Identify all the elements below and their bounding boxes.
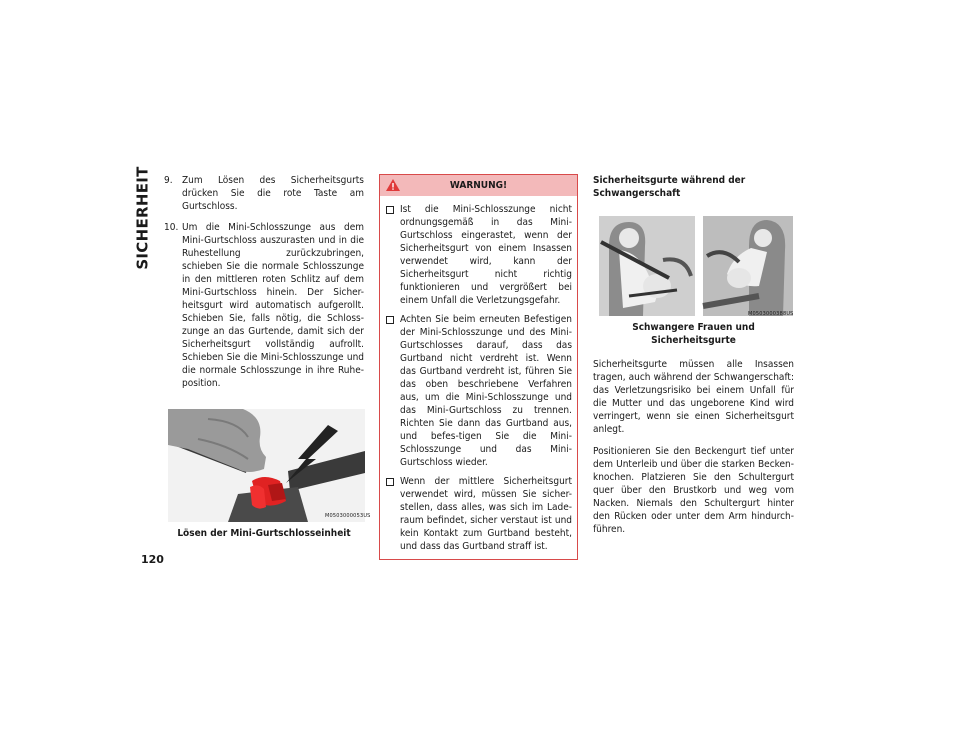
warning-item bbox=[385, 203, 572, 307]
warning-item bbox=[385, 313, 572, 469]
warning-item-text: Wenn der mittlere Sicherheitsgurt verwendet wird, müssen Sie sicher-stellen, dass alles, was sich im Lade-raum befindet, sicher verstaut ist und kein Kontakt zum Gurtband besteht, und dass das Gurtband straff ist. bbox=[400, 476, 572, 552]
figure-code: M0503000388US bbox=[748, 311, 794, 317]
checkbox-bullet-icon bbox=[386, 206, 394, 214]
column-pregnancy bbox=[593, 174, 794, 536]
step-text: Zum Lösen des Sicherheitsgurts drücken Sie die rote Taste am Gurtschloss. bbox=[182, 175, 364, 212]
body-paragraph: Positionieren Sie den Beckengurt tief unter dem Unterleib und über die starken Becken-knochen. Platzieren Sie den Schultergurt quer über den Brustkorb und weg vom Nacken. Niemals den Schultergurt hinter den Rücken oder unter dem Arm hindurch-führen. bbox=[593, 446, 794, 535]
checkbox-bullet-icon bbox=[386, 478, 394, 486]
pregnant-women-drawing bbox=[599, 216, 793, 316]
section-heading: Sicherheitsgurte während der Schwangerschaft bbox=[593, 175, 746, 199]
section-tab bbox=[130, 166, 156, 270]
figure-code: M0503000053US bbox=[325, 513, 371, 519]
body-paragraph: Sicherheitsgurte müssen alle Insassen tragen, auch während der Schwangerschaft: das Verletzungsrisiko bei einem Unfall für die Mutter und das ungeborene Kind wird verringert, wenn sie einen Sicherheitsgurt anlegt. bbox=[593, 359, 794, 435]
warning-triangle-icon bbox=[385, 178, 401, 192]
buckle-release-illustration bbox=[168, 409, 371, 522]
checkbox-bullet-icon bbox=[386, 316, 394, 324]
step-number: 9. bbox=[164, 175, 173, 186]
figure-caption: Schwangere Frauen und Sicherheitsgurte bbox=[632, 322, 755, 346]
step-number: 10. bbox=[164, 222, 179, 233]
column-instructions bbox=[164, 174, 371, 540]
warning-box bbox=[379, 174, 578, 560]
warning-header bbox=[380, 175, 577, 196]
step-item bbox=[164, 174, 364, 213]
buckle-release-drawing bbox=[168, 409, 365, 522]
warning-item-text: Ist die Mini-Schlosszunge nicht ordnungsgemäß in das Mini-Gurtschloss eingerastet, wenn der Sicherheitsgurt von einem Insassen verwendet wird, kann der Sicherheitsgurt nicht richtig funktionieren und vergrößert bei einem Unfall die Verletzungsgefahr. bbox=[400, 204, 572, 306]
step-item bbox=[164, 221, 364, 390]
page-number: 120 bbox=[141, 553, 164, 566]
warning-item-text: Achten Sie beim erneuten Befestigen der Mini-Schlosszunge und des Mini-Gurtschlosses darauf, dass das Gurtband nicht verdreht ist. Wenn das Gurtband verdreht ist, führen Sie das oben beschriebene Verfahren aus, um die Mini-Schlosszunge und das Mini-Gurtschloss zu trennen. Richten Sie dann das Gurtband aus, und befes-tigen Sie die Mini-Schlosszunge und das Mini-Gurtschloss wieder. bbox=[400, 314, 572, 468]
section-tab-label: SICHERHEIT bbox=[134, 166, 153, 270]
step-text: Um die Mini-Schlosszunge aus dem Mini-Gurtschloss auszurasten und in die Ruhestellung zurückzubringen, schieben Sie die normale Schlosszunge in den mittleren roten Schlitz auf dem Mini-Gurtschloss hinein. Der Sicher-heitsgurt wird automatisch aufgerollt. Schieben Sie, falls nötig, die Schloss-zunge an das Gurtende, damit sich der Sicherheitsgurt vollständig aufrollt. Schieben Sie die Mini-Schlosszunge und die normale Schlosszunge in ihre Ruhe-position. bbox=[182, 222, 364, 389]
warning-title: WARNUNG! bbox=[449, 180, 508, 191]
pregnant-women-illustration bbox=[599, 216, 793, 316]
figure-caption: Lösen der Mini-Gurtschlosseinheit bbox=[177, 528, 351, 539]
warning-item bbox=[385, 475, 572, 553]
